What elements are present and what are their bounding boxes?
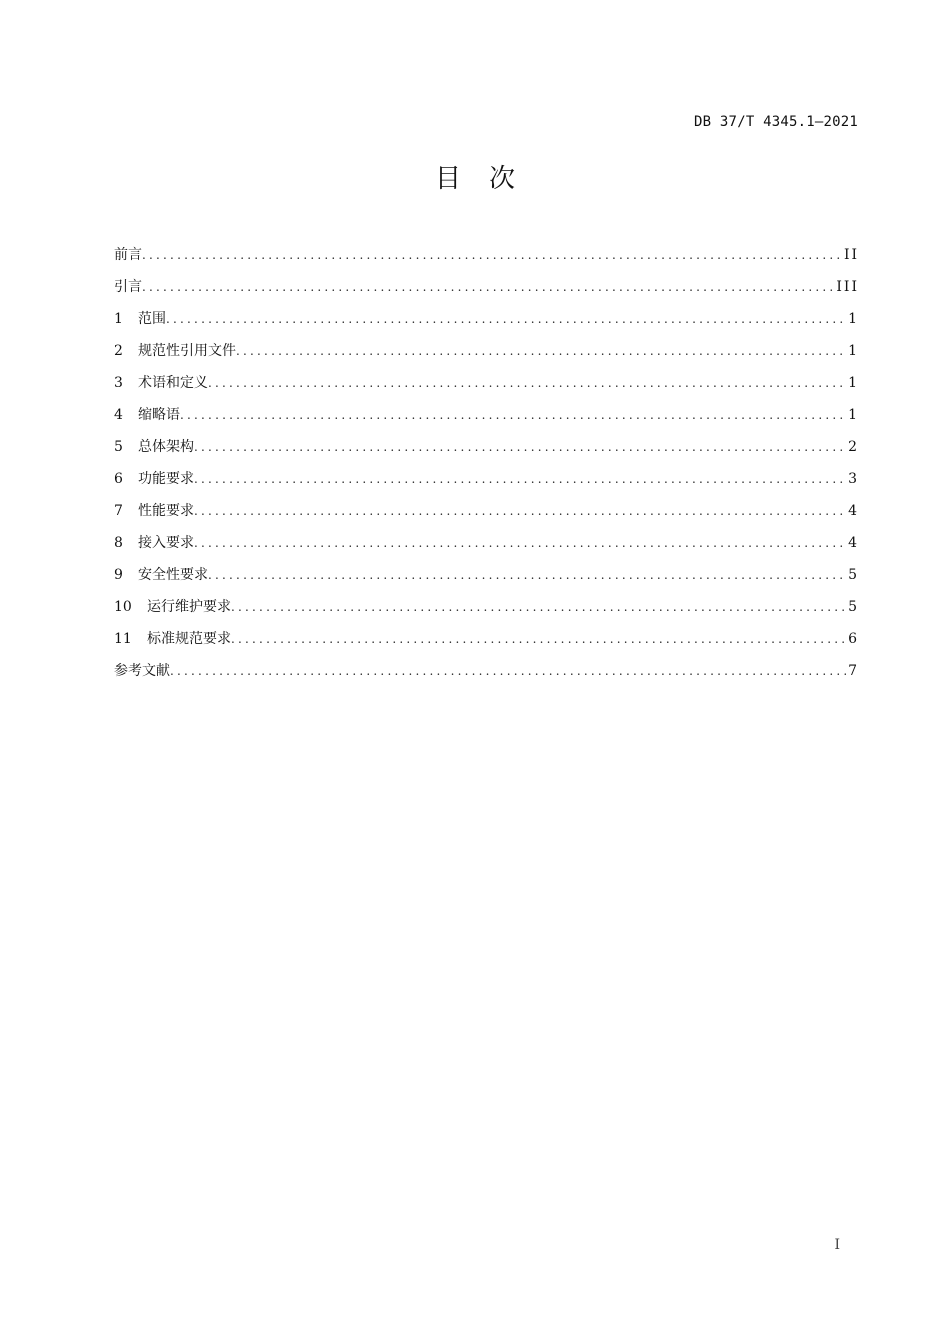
- toc-item-page: 3: [848, 471, 859, 487]
- toc-item-page: 1: [848, 375, 859, 391]
- toc-item-number: 2: [114, 343, 123, 359]
- toc-item-page: 1: [848, 311, 859, 327]
- toc-item-security-requirements[interactable]: [114, 564, 859, 596]
- toc-item-terms-definitions[interactable]: [114, 372, 859, 404]
- toc-item-number: 3: [114, 375, 123, 391]
- toc-item-page: 6: [848, 631, 859, 647]
- toc-item-page: 5: [848, 599, 859, 615]
- toc-item-bibliography[interactable]: [114, 660, 859, 692]
- toc-item-number: 11: [114, 631, 132, 647]
- toc-leader-dots: [236, 340, 846, 362]
- toc-leader-dots: [194, 532, 846, 554]
- toc-item-page: 1: [848, 407, 859, 423]
- toc-leader-dots: [208, 372, 846, 394]
- document-code: DB 37/T 4345.1—2021: [694, 114, 858, 130]
- toc-item-label: 前言: [114, 247, 142, 263]
- toc-item-label: 缩略语: [138, 407, 180, 423]
- toc-item-label: 接入要求: [138, 535, 194, 551]
- toc-item-label: 功能要求: [138, 471, 194, 487]
- toc-leader-dots: [142, 276, 834, 298]
- toc-item-number: 1: [114, 311, 123, 327]
- toc-item-normative-references[interactable]: [114, 340, 859, 372]
- toc-item-standard-specification[interactable]: [114, 628, 859, 660]
- toc-leader-dots: [208, 564, 846, 586]
- toc-leader-dots: [194, 436, 846, 458]
- toc-item-number: 4: [114, 407, 123, 423]
- toc-item-label: 引言: [114, 279, 142, 295]
- toc-item-page: 7: [848, 663, 859, 679]
- toc-item-page: 4: [848, 503, 859, 519]
- toc-item-page: 2: [848, 439, 859, 455]
- toc-item-access-requirements[interactable]: [114, 532, 859, 564]
- table-of-contents: [114, 244, 859, 692]
- toc-item-operation-maintenance[interactable]: [114, 596, 859, 628]
- toc-item-page: 4: [848, 535, 859, 551]
- toc-item-number: 9: [114, 567, 123, 583]
- toc-item-abbreviations[interactable]: [114, 404, 859, 436]
- toc-item-label: 参考文献: [114, 663, 170, 679]
- toc-item-label: 术语和定义: [138, 375, 208, 391]
- toc-item-label: 范围: [138, 311, 166, 327]
- toc-leader-dots: [166, 308, 846, 330]
- toc-item-number: 6: [114, 471, 123, 487]
- toc-item-number: 8: [114, 535, 123, 551]
- toc-item-label: 运行维护要求: [147, 599, 231, 615]
- toc-item-label: 安全性要求: [138, 567, 208, 583]
- toc-item-page: 5: [848, 567, 859, 583]
- toc-leader-dots: [231, 596, 846, 618]
- toc-leader-dots: [170, 660, 846, 682]
- toc-item-number: 10: [114, 599, 132, 615]
- toc-item-foreword[interactable]: [114, 244, 859, 276]
- toc-title: 目次: [434, 164, 543, 194]
- toc-item-architecture[interactable]: [114, 436, 859, 468]
- toc-item-page: III: [836, 279, 859, 295]
- toc-item-number: 5: [114, 439, 123, 455]
- toc-leader-dots: [180, 404, 846, 426]
- toc-leader-dots: [231, 628, 846, 650]
- toc-item-introduction[interactable]: [114, 276, 859, 308]
- toc-item-page: 1: [848, 343, 859, 359]
- toc-item-functional-requirements[interactable]: [114, 468, 859, 500]
- toc-item-label: 总体架构: [138, 439, 194, 455]
- toc-item-page: II: [843, 247, 859, 263]
- toc-item-number: 7: [114, 503, 123, 519]
- toc-item-performance-requirements[interactable]: [114, 500, 859, 532]
- toc-item-scope[interactable]: [114, 308, 859, 340]
- toc-item-label: 标准规范要求: [147, 631, 231, 647]
- toc-item-label: 性能要求: [138, 503, 194, 519]
- page-number: I: [834, 1237, 840, 1253]
- toc-leader-dots: [142, 244, 842, 266]
- toc-leader-dots: [194, 468, 846, 490]
- toc-leader-dots: [194, 500, 846, 522]
- toc-item-label: 规范性引用文件: [138, 343, 236, 359]
